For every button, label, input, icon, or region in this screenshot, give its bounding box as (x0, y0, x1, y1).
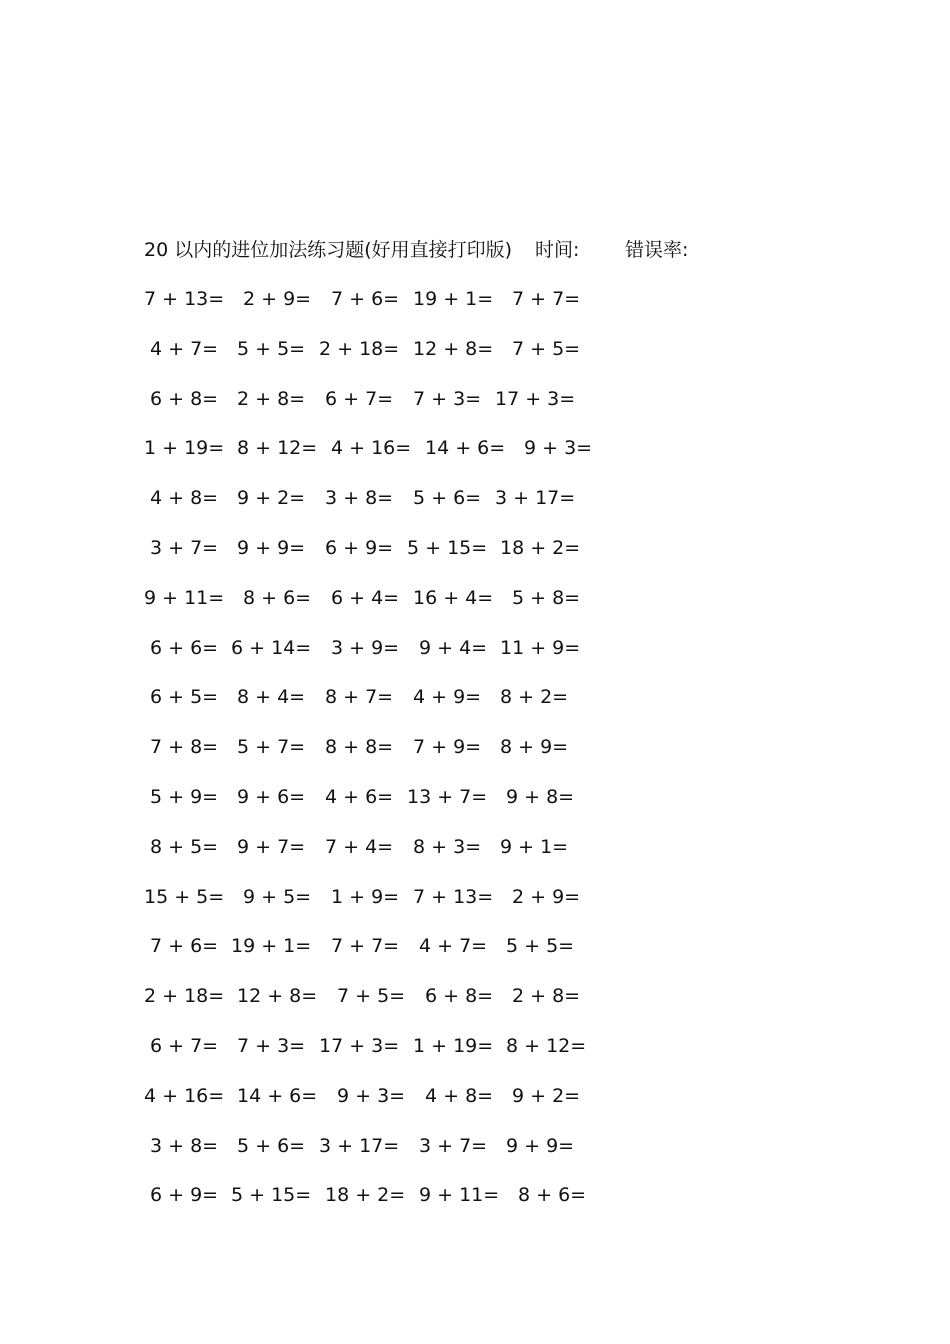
addition-problem: 14 + 6= (425, 437, 506, 460)
addition-problem: 4 + 8= (425, 1084, 494, 1107)
addition-problem: 9 + 1= (500, 835, 569, 858)
addition-problem: 7 + 6= (331, 288, 400, 310)
worksheet-title: 20 以内的进位加法练习题(好用直接打印版) (144, 239, 513, 261)
addition-problem: 18 + 2= (500, 536, 581, 559)
addition-problem: 9 + 9= (237, 536, 306, 559)
time-label: 时间: (535, 239, 580, 261)
error-rate-label: 错误率: (625, 239, 689, 261)
addition-problem: 11 + 9= (500, 636, 581, 659)
addition-problem: 3 + 17= (319, 1134, 400, 1157)
addition-problem: 9 + 5= (243, 885, 312, 908)
addition-problem: 4 + 16= (144, 1084, 225, 1107)
addition-problem: 8 + 6= (243, 586, 312, 609)
addition-problem: 6 + 9= (150, 1184, 219, 1207)
addition-problem: 6 + 6= (150, 636, 219, 659)
addition-problem: 9 + 3= (524, 437, 593, 460)
addition-problem: 5 + 6= (413, 487, 482, 510)
addition-problem: 3 + 8= (150, 1134, 219, 1157)
addition-problem: 6 + 4= (331, 586, 400, 609)
addition-problem: 7 + 5= (512, 337, 581, 360)
addition-problem: 8 + 5= (150, 835, 219, 858)
addition-problem: 9 + 6= (237, 785, 306, 808)
addition-problem: 5 + 15= (231, 1184, 312, 1207)
addition-problem: 6 + 14= (231, 636, 312, 659)
addition-problem: 6 + 5= (150, 686, 219, 709)
addition-problem: 5 + 9= (150, 785, 219, 808)
addition-problem: 12 + 8= (237, 985, 318, 1008)
addition-problem: 7 + 13= (413, 885, 494, 908)
addition-problem: 18 + 2= (325, 1184, 406, 1207)
addition-problem: 1 + 19= (144, 437, 225, 460)
addition-problem: 8 + 8= (325, 736, 394, 759)
addition-problem: 9 + 9= (506, 1134, 575, 1157)
addition-problem: 7 + 6= (150, 935, 219, 958)
addition-problem: 3 + 7= (419, 1134, 488, 1157)
addition-problem: 2 + 18= (319, 337, 400, 360)
addition-problem: 3 + 8= (325, 487, 394, 510)
addition-problem: 9 + 11= (144, 586, 225, 609)
addition-problem: 7 + 3= (413, 387, 482, 410)
addition-problem: 3 + 17= (495, 487, 576, 510)
addition-problem: 9 + 2= (512, 1084, 581, 1107)
addition-problem: 13 + 7= (407, 785, 488, 808)
addition-problem: 5 + 5= (506, 935, 575, 958)
addition-problem: 4 + 9= (413, 686, 482, 709)
addition-problem: 9 + 4= (419, 636, 488, 659)
addition-problem: 17 + 3= (319, 1034, 400, 1057)
addition-problem: 4 + 8= (150, 487, 219, 510)
addition-problem: 7 + 13= (144, 288, 225, 310)
addition-problem: 8 + 12= (506, 1034, 587, 1057)
addition-problem: 5 + 6= (237, 1134, 306, 1157)
addition-problem: 7 + 5= (337, 985, 406, 1008)
addition-problem: 4 + 16= (331, 437, 412, 460)
addition-problem: 1 + 19= (413, 1034, 494, 1057)
addition-problem: 2 + 9= (243, 288, 312, 310)
addition-problem: 19 + 1= (413, 288, 494, 310)
addition-problem: 8 + 6= (518, 1184, 587, 1207)
addition-problem: 9 + 3= (337, 1084, 406, 1107)
addition-problem: 1 + 9= (331, 885, 400, 908)
addition-problem: 2 + 9= (512, 885, 581, 908)
addition-problem: 9 + 8= (506, 785, 575, 808)
addition-problem: 6 + 8= (425, 985, 494, 1008)
addition-problem: 15 + 5= (144, 885, 225, 908)
addition-problem: 9 + 11= (419, 1184, 500, 1207)
addition-problem: 2 + 8= (512, 985, 581, 1008)
addition-problem: 7 + 3= (237, 1034, 306, 1057)
addition-problem: 6 + 7= (150, 1034, 219, 1057)
addition-problem: 7 + 7= (331, 935, 400, 958)
addition-problem: 6 + 8= (150, 387, 219, 410)
addition-problem: 3 + 9= (331, 636, 400, 659)
addition-problem: 7 + 4= (325, 835, 394, 858)
addition-problem: 4 + 7= (419, 935, 488, 958)
addition-problem: 3 + 7= (150, 536, 219, 559)
addition-problem: 8 + 3= (413, 835, 482, 858)
addition-problem: 7 + 9= (413, 736, 482, 759)
addition-problem: 16 + 4= (413, 586, 494, 609)
addition-problem: 9 + 2= (237, 487, 306, 510)
addition-problem: 8 + 4= (237, 686, 306, 709)
addition-problem: 12 + 8= (413, 337, 494, 360)
addition-problem: 7 + 7= (512, 288, 581, 310)
addition-problem: 8 + 9= (500, 736, 569, 759)
addition-problem: 5 + 7= (237, 736, 306, 759)
addition-problem: 8 + 2= (500, 686, 569, 709)
addition-problem: 17 + 3= (495, 387, 576, 410)
addition-problem: 2 + 8= (237, 387, 306, 410)
addition-problem: 9 + 7= (237, 835, 306, 858)
addition-problem: 6 + 7= (325, 387, 394, 410)
addition-problem: 5 + 15= (407, 536, 488, 559)
addition-problem: 5 + 8= (512, 586, 581, 609)
addition-problem: 8 + 7= (325, 686, 394, 709)
addition-problem: 8 + 12= (237, 437, 318, 460)
addition-problem: 14 + 6= (237, 1084, 318, 1107)
addition-problem: 4 + 7= (150, 337, 219, 360)
addition-problem: 7 + 8= (150, 736, 219, 759)
addition-problem: 5 + 5= (237, 337, 306, 360)
addition-problem: 4 + 6= (325, 785, 394, 808)
addition-problem: 2 + 18= (144, 985, 225, 1008)
addition-problem: 19 + 1= (231, 935, 312, 958)
addition-problem: 6 + 9= (325, 536, 394, 559)
